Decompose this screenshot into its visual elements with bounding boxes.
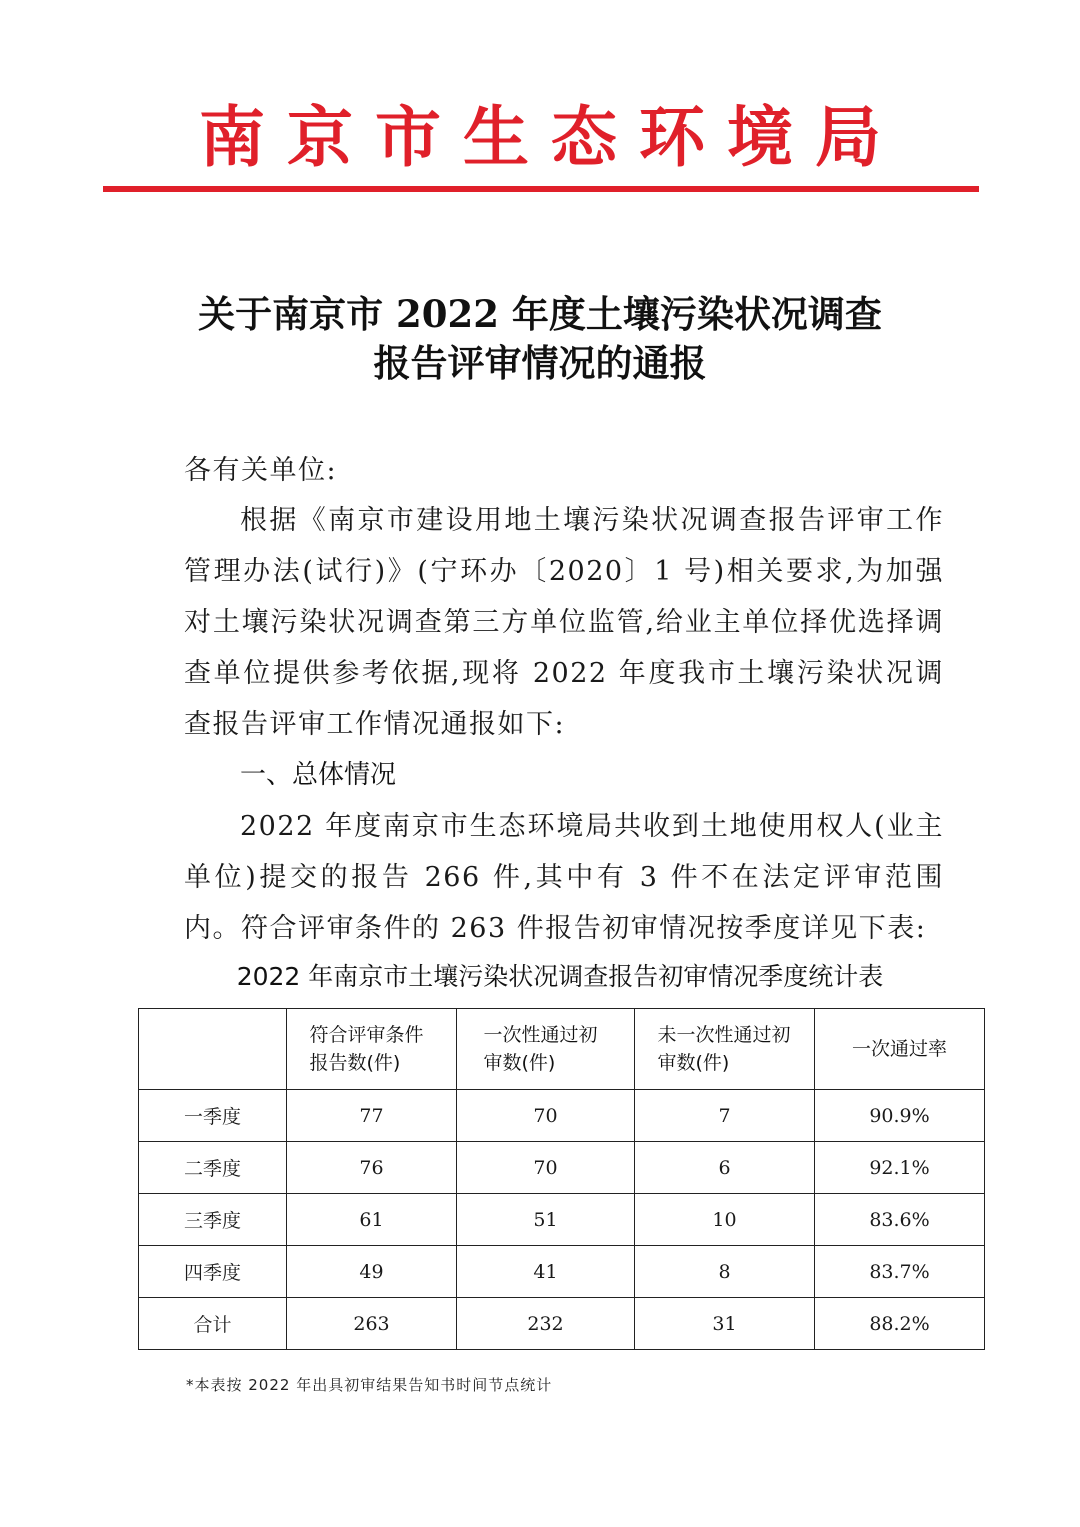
row-label: 二季度 bbox=[139, 1142, 287, 1194]
table-cell: 77 bbox=[287, 1090, 457, 1142]
table-header-cell: 一次通过率 bbox=[815, 1009, 985, 1090]
table-row bbox=[139, 1194, 985, 1246]
table-header-cell bbox=[635, 1009, 815, 1090]
issuer-masthead: 南京市生态环境局 bbox=[199, 98, 903, 176]
section-heading-overall: 一、总体情况 bbox=[240, 760, 397, 790]
table-cell: 70 bbox=[457, 1090, 635, 1142]
row-label: 合计 bbox=[139, 1298, 287, 1350]
table-cell: 83.6% bbox=[815, 1194, 985, 1246]
table-row bbox=[139, 1246, 985, 1298]
table-cell: 41 bbox=[457, 1246, 635, 1298]
table-cell: 92.1% bbox=[815, 1142, 985, 1194]
header-text: 一次性通过初审数(件) bbox=[483, 1024, 598, 1074]
table-total-row bbox=[139, 1298, 985, 1350]
intro-paragraph: 根据《南京市建设用地土壤污染状况调查报告评审工作管理办法(试行)》(宁环办〔2020〕1 号)相关要求,为加强对土壤污染状况调查第三方单位监管,给业主单位择优选择调查单位提供参考依据,现将 2022 年度我市土壤污染状况调查报告评审工作情况通报如下: bbox=[184, 505, 944, 740]
table-cell: 83.7% bbox=[815, 1246, 985, 1298]
document-title-line-1: 关于南京市 2022 年度土壤污染状况调查 bbox=[198, 292, 882, 336]
table-header-cell bbox=[139, 1009, 287, 1090]
header-text: 未一次性通过初审数(件) bbox=[657, 1024, 791, 1074]
table-cell: 10 bbox=[635, 1194, 815, 1246]
table-cell: 70 bbox=[457, 1142, 635, 1194]
table-cell: 7 bbox=[635, 1090, 815, 1142]
table-cell: 61 bbox=[287, 1194, 457, 1246]
table-cell: 76 bbox=[287, 1142, 457, 1194]
table-title: 2022 年南京市土壤污染状况调查报告初审情况季度统计表 bbox=[236, 962, 884, 991]
salutation: 各有关单位: bbox=[184, 455, 338, 486]
table-cell: 90.9% bbox=[815, 1090, 985, 1142]
table-cell: 88.2% bbox=[815, 1298, 985, 1350]
table-cell: 6 bbox=[635, 1142, 815, 1194]
table-header-cell bbox=[457, 1009, 635, 1090]
row-label: 一季度 bbox=[139, 1090, 287, 1142]
table-cell: 51 bbox=[457, 1194, 635, 1246]
table-cell: 31 bbox=[635, 1298, 815, 1350]
table-row bbox=[139, 1142, 985, 1194]
table-row bbox=[139, 1090, 985, 1142]
red-divider-line bbox=[103, 186, 979, 192]
table-cell: 8 bbox=[635, 1246, 815, 1298]
header-text: 符合评审条件报告数(件) bbox=[309, 1024, 424, 1074]
table-header-cell bbox=[287, 1009, 457, 1090]
table-footnote: *本表按 2022 年出具初审结果告知书时间节点统计 bbox=[186, 1376, 553, 1394]
table-cell: 232 bbox=[457, 1298, 635, 1350]
table-header-row bbox=[139, 1009, 985, 1090]
row-label: 三季度 bbox=[139, 1194, 287, 1246]
document-title-line-2: 报告评审情况的通报 bbox=[373, 341, 707, 385]
row-label: 四季度 bbox=[139, 1246, 287, 1298]
quarterly-statistics-table bbox=[138, 1008, 985, 1350]
overall-paragraph: 2022 年度南京市生态环境局共收到土地使用权人(业主单位)提交的报告 266 件,其中有 3 件不在法定评审范围内。符合评审条件的 263 件报告初审情况按季度详见下表: bbox=[184, 811, 944, 944]
table-cell: 263 bbox=[287, 1298, 457, 1350]
table-cell: 49 bbox=[287, 1246, 457, 1298]
